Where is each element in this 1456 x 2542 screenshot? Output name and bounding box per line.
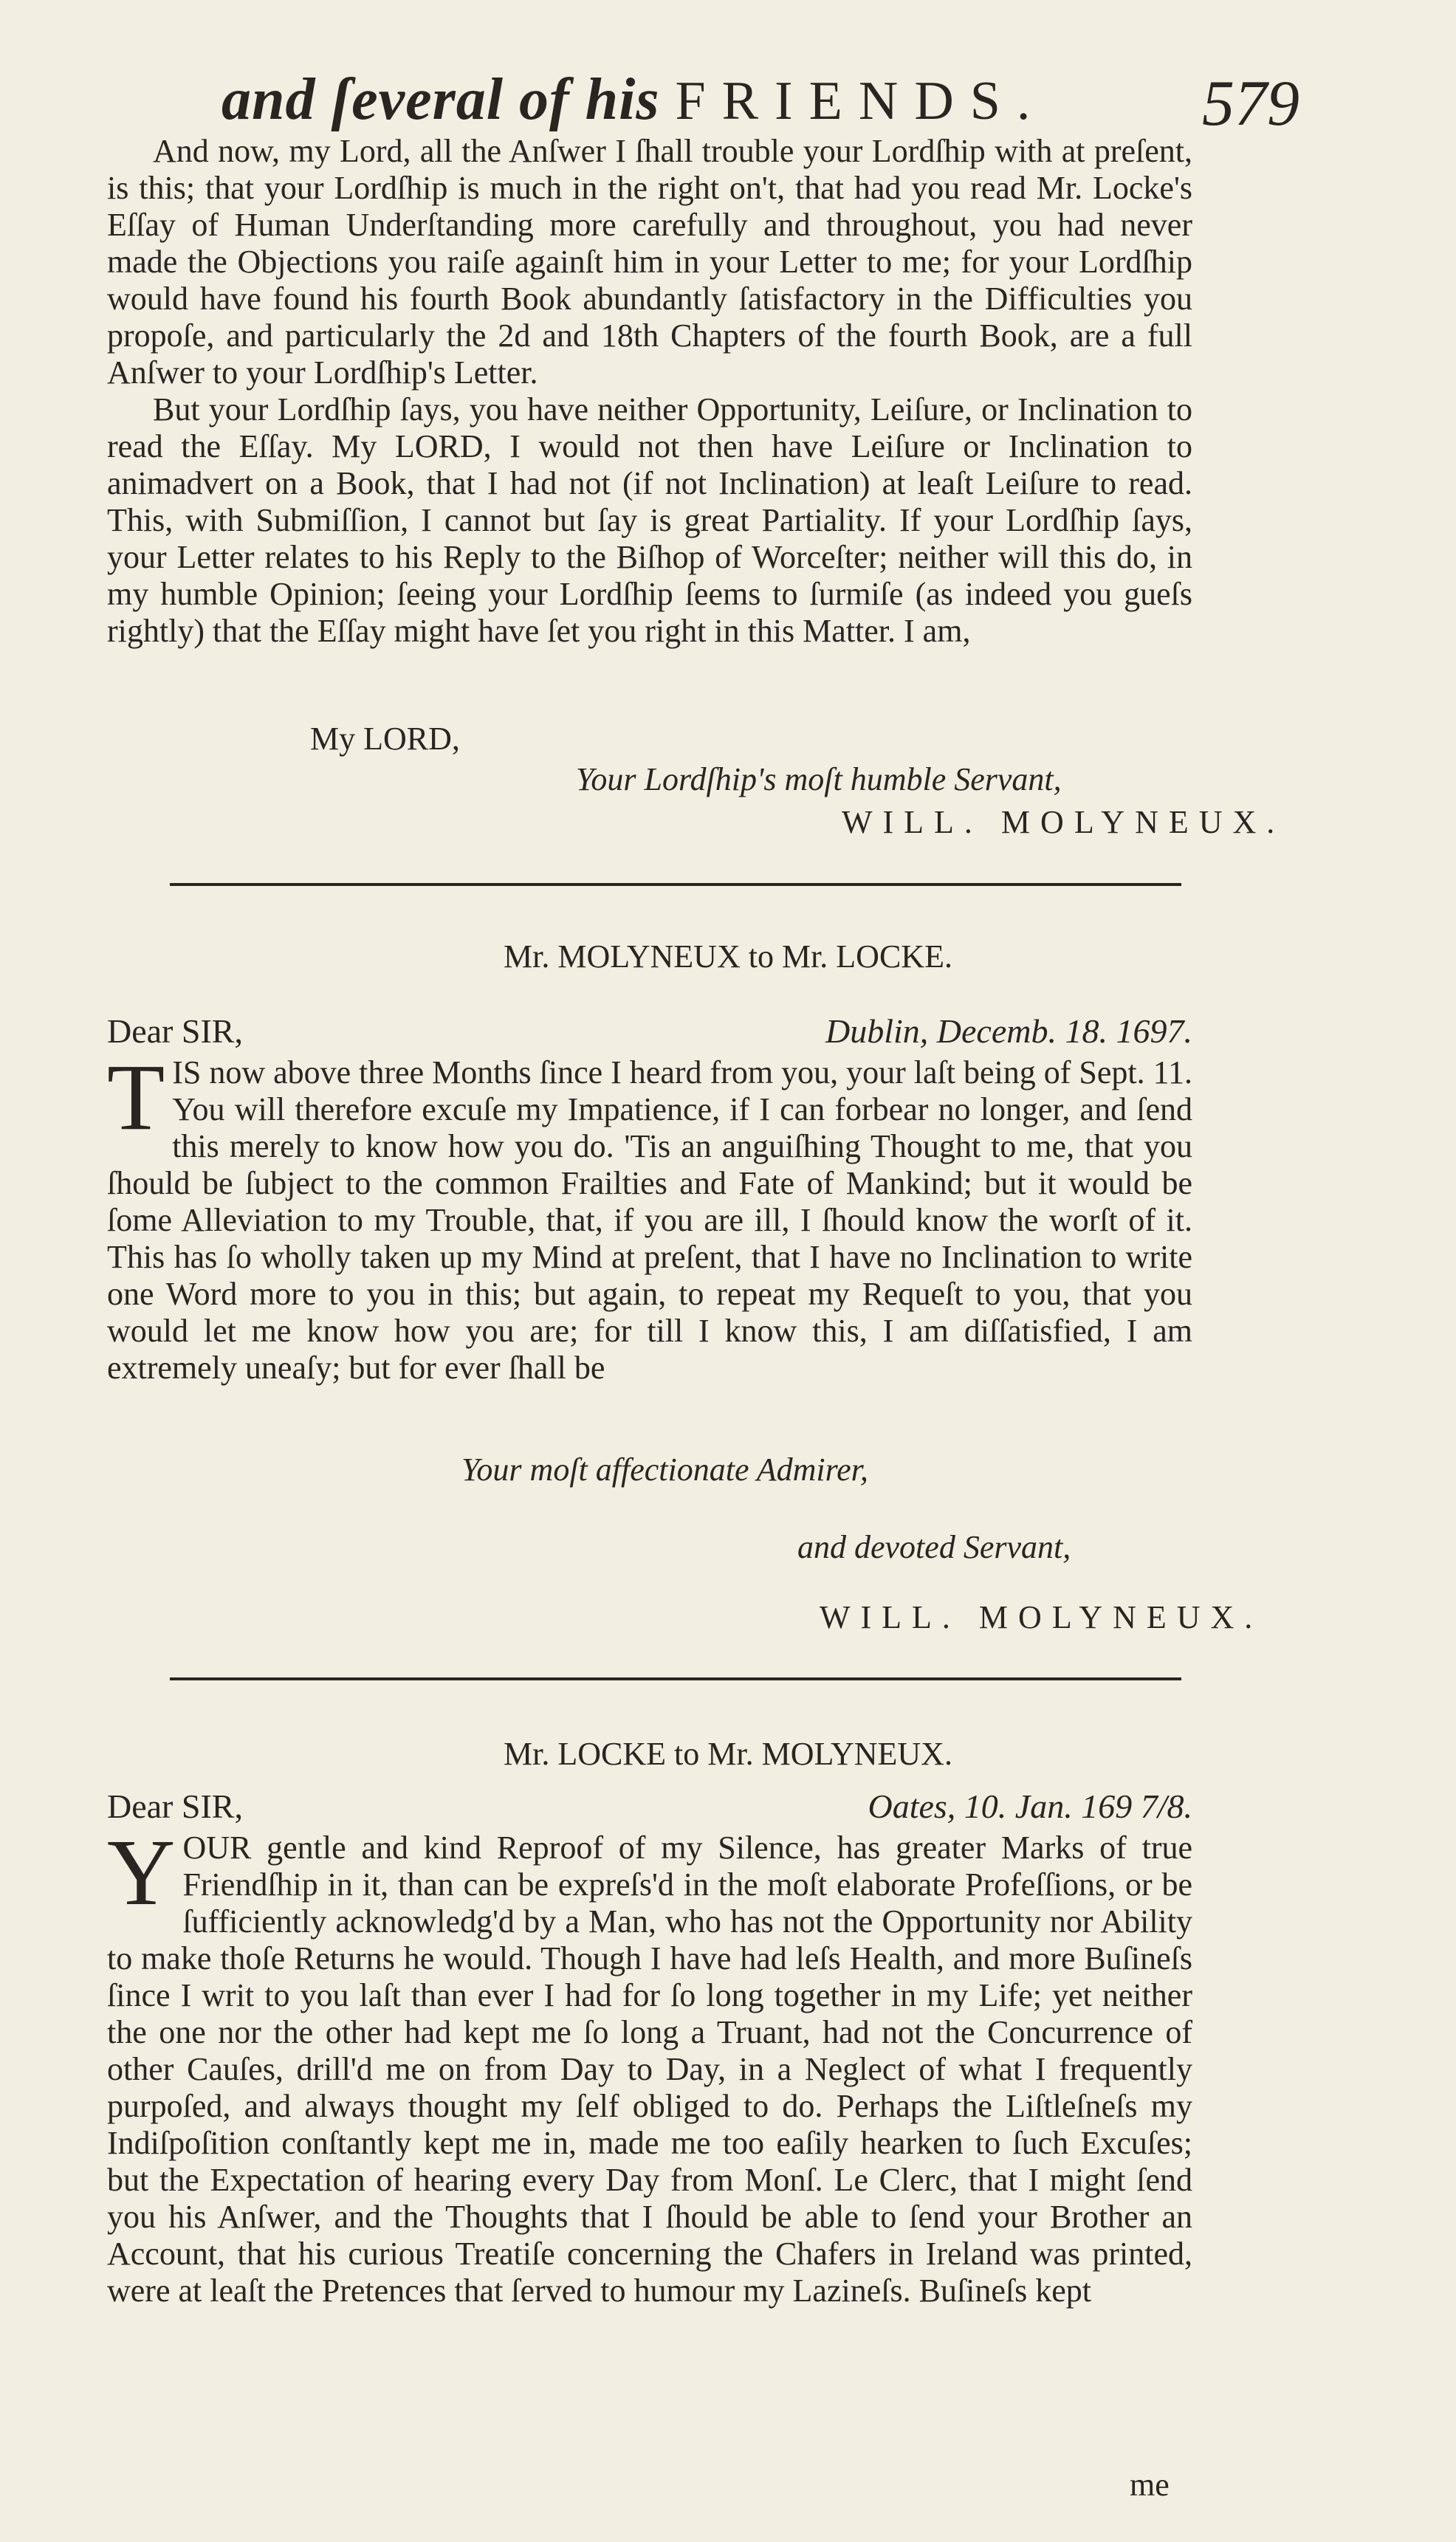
letter1-body xyxy=(107,133,1192,650)
running-title xyxy=(222,66,1046,134)
letter2-dateline: Dublin, Decemb. 18. 1697. xyxy=(825,1012,1192,1050)
letter2-salute-row xyxy=(107,1011,1192,1048)
letter3-body xyxy=(107,1820,1192,2309)
letter2-signature: WILL. MOLYNEUX. xyxy=(820,1599,1263,1635)
letter2-drop-cap: T xyxy=(107,1045,165,1150)
catchword: me xyxy=(1130,2467,1170,2503)
letter2-salutation: Dear SIR, xyxy=(107,1012,243,1050)
letter3-text: OUR gentle and kind Reproof of my Silence, has greater Marks of true Friendſhip in it, than can be expreſs'd in the moſt elaborate Profeſſions, or be ſufficiently acknowledg'd by a Man, who has not the Opportunity nor Ability to make thoſe Returns he would. Though I have had leſs Health, and more Buſineſs ſince I writ to you laſt than ever I had for ſo long together in my Life; yet neither the one nor the other had kept me ſo long a Truant, had not the Concurrence of other Cauſes, drill'd me on from Day to Day, in a Neglect of what I frequently purpoſed, and always thought my ſelf obliged to do. Perhaps the Liſtleſneſs my Indiſpoſition conſtantly kept me in, made me too eaſily hearken to ſuch Excuſes; but the Expectation of hearing every Day from Monſ. Le Clerc, that I might ſend you his Anſwer, and the Thoughts that I ſhould be able to ſend your Brother an Account, that his curious Treatiſe concerning the Chafers in Ireland was printed, were at leaſt the Pretences that ſerved to humour my Lazineſs. Buſineſs kept xyxy=(107,1830,1192,2309)
letter2-close-line-1: Your moſt affectionate Admirer, xyxy=(461,1452,868,1488)
section-divider-1 xyxy=(170,883,1181,886)
page-number: 579 xyxy=(1202,68,1299,140)
letter3-drop-cap: Y xyxy=(107,1820,176,1925)
letter3-salute-row xyxy=(107,1787,1192,1824)
letter3-salutation: Dear SIR, xyxy=(107,1787,243,1825)
letter1-paragraph-2: But your Lordſhip ſays, you have neither Opportunity, Leiſure, or Inclination to read the Eſſay. My LORD, I would not then have Leiſure or Inclination to animadvert on a Book, that I had not (if not Inclination) at leaſt Leiſure to read. This, with Submiſſion, I cannot but ſay is great Partiality. If your Lordſhip ſays, your Letter relates to his Reply to the Biſhop of Worceſter; neither will this do, in my humble Opinion; ſeeing your Lordſhip ſeems to ſurmiſe (as indeed you gueſs rightly) that the Eſſay might have ſet you right in this Matter. I am, xyxy=(107,391,1192,649)
letter1-close-salutation: My LORD, xyxy=(310,721,460,757)
letter3-heading: Mr. LOCKE to Mr. MOLYNEUX. xyxy=(504,1736,952,1772)
letter3-dateline: Oates, 10. Jan. 169 7/8. xyxy=(868,1787,1192,1825)
letter1-close-servant: Your Lordſhip's moſt humble Servant, xyxy=(576,761,1062,797)
letter1-signature: WILL. MOLYNEUX. xyxy=(842,804,1285,840)
running-title-caps: FRIENDS. xyxy=(675,71,1047,131)
letter2-body xyxy=(107,1045,1192,1387)
letter2-text: IS now above three Months ſince I heard from you, your laſt being of Sept. 11. You will therefore excuſe my Impatience, if I can forbear no longer, and ſend this merely to know how you do. 'Tis an anguiſhing Thought to me, that you ſhould be ſubject to the common Frailties and Fate of Mankind; but it would be ſome Alleviation to my Trouble, that, if you are ill, I ſhould know the worſt of it. This has ſo wholly taken up my Mind at preſent, that I have no Inclination to write one Word more to you in this; but again, to repeat my Requeſt to you, that you would let me know how you are; for till I know this, I am diſſatisfied, I am extremely uneaſy; but for ever ſhall be xyxy=(107,1054,1192,1386)
running-title-italic: and ſeveral of his xyxy=(222,67,660,132)
letter1-paragraph-1: And now, my Lord, all the Anſwer I ſhall trouble your Lordſhip with at preſent, is this; that your Lordſhip is much in the right on't, that had you read Mr. Locke's Eſſay of Human Underſtanding more carefully and throughout, you had never made the Objections you raiſe againſt him in your Letter to me; for your Lordſhip would have found his fourth Book abundantly ſatisfactory in the Difficulties you propoſe, and particularly the 2d and 18th Chapters of the fourth Book, are a full Anſwer to your Lordſhip's Letter. xyxy=(107,133,1192,391)
letter2-heading: Mr. MOLYNEUX to Mr. LOCKE. xyxy=(504,938,952,975)
letter2-close-line-2: and devoted Servant, xyxy=(797,1529,1071,1565)
section-divider-2 xyxy=(170,1677,1181,1680)
